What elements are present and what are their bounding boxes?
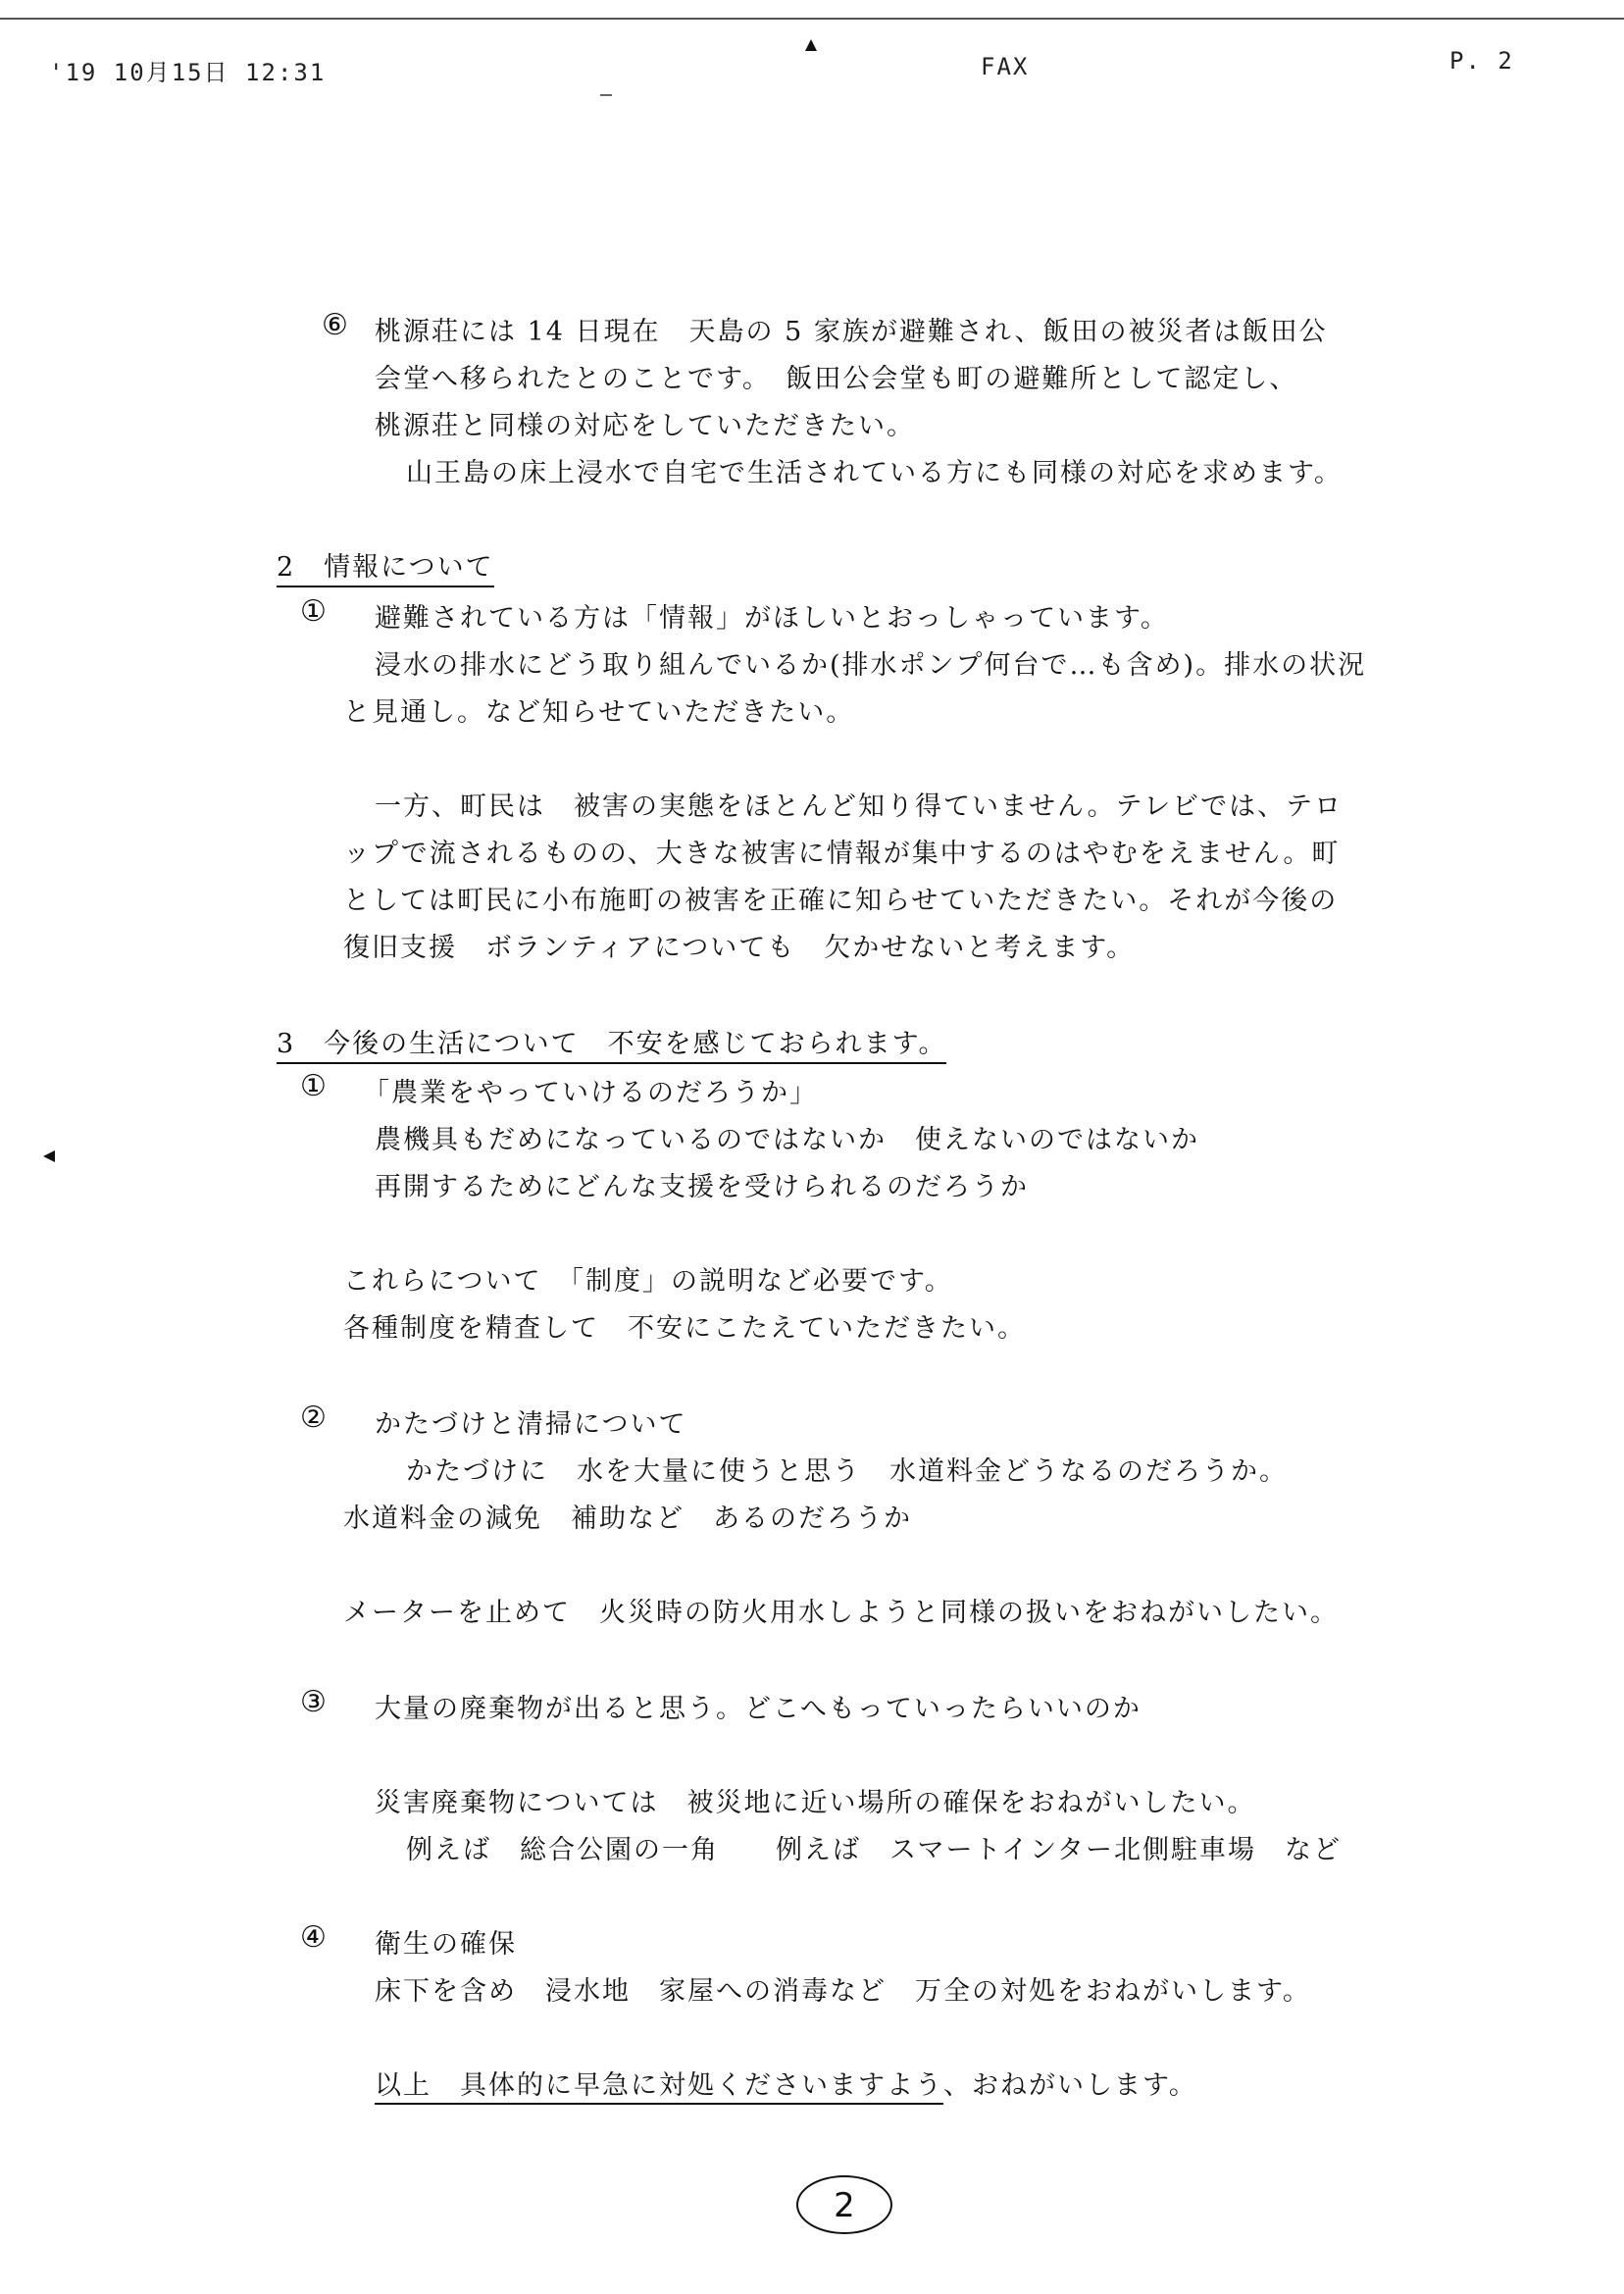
section2-item1-number: ① [300, 594, 327, 629]
section2-item1-line1: 避難されている方は「情報」がほしいとおっしゃっています。 [375, 603, 1169, 634]
section3-item1-line2: 農機具もだめになっているのではないか 使えないのではないか [375, 1125, 1199, 1155]
section2-item1-line2: 浸水の排水にどう取り組んでいるか(排水ポンプ何台で…も含め)。排水の状況 [375, 650, 1367, 681]
section3-item3-line3: 例えば 総合公園の一角 例えば スマートインター北側駐車場 など [406, 1835, 1343, 1865]
fax-label: FAX [981, 53, 1030, 80]
section3-item1-line3: 再開するためにどんな支援を受けられるのだろうか [375, 1172, 1029, 1202]
section2-item1-line3: と見通し。など知らせていただきたい。 [343, 697, 855, 728]
fax-datetime: '19 10月15日 12:31 [49, 59, 327, 86]
closing-underlined: 以上 具体的に早急に対処くださいますよう [375, 2070, 943, 2105]
item6-line4: 山王島の床上浸水で自宅で生活されている方にも同様の対応を求めます。 [406, 458, 1343, 488]
section3-heading: 3 今後の生活について 不安を感じておられます。 [277, 1022, 946, 1064]
fax-page-label: P. 2 [1449, 47, 1514, 75]
section3-item4-line1: 衛生の確保 [375, 1929, 517, 1960]
section3-item1-number: ① [300, 1069, 327, 1103]
section3-item1-line1: 「農業をやっていけるのだろうか」 [363, 1078, 818, 1108]
section2-heading: 2 情報について [277, 545, 494, 587]
scan-mark [600, 94, 612, 96]
section2-para-line3: としては町民に小布施町の被害を正確に知らせていただきたい。それが今後の [343, 886, 1339, 916]
item6-number: ⑥ [322, 308, 348, 342]
section2-para-line2: ップで流されるものの、大きな被害に情報が集中するのはやむをえません。町 [343, 839, 1341, 869]
section3-item2-line1: かたづけと清掃について [375, 1409, 687, 1440]
item6-line2: 会堂へ移られたとのことです。 飯田公会堂も町の避難所として認定し、 [375, 364, 1298, 394]
section3-item2-line4: メーターを止めて 火災時の防火用水しようと同様の扱いをおねがいしたい。 [343, 1598, 1339, 1628]
item6-line1: 桃源荘には 14 日現在 天島の 5 家族が避難され、飯田の被災者は飯田公 [375, 317, 1328, 347]
item6-line3: 桃源荘と同様の対応をしていただきたい。 [375, 411, 915, 441]
section3-item2-line2: かたづけに 水を大量に使うと思う 水道料金どうなるのだろうか。 [406, 1456, 1288, 1487]
section3-item3-line1: 大量の廃棄物が出ると思う。どこへもっていったらいいのか [375, 1694, 1142, 1724]
section3-item3-number: ③ [300, 1685, 327, 1719]
page-number-circle: 2 [796, 2175, 892, 2234]
closing-rest: 、おねがいします。 [943, 2070, 1197, 2101]
section3-item3-line2: 災害廃棄物については 被災地に近い場所の確保をおねがいしたい。 [375, 1788, 1256, 1818]
section3-item4-line2: 床下を含め 浸水地 家屋への消毒など 万全の対処をおねがいします。 [375, 1976, 1311, 2007]
registration-mark-top [805, 39, 817, 51]
fax-header-rule [0, 18, 1624, 20]
section3-item1-line4: これらについて 「制度」の説明など必要です。 [343, 1266, 953, 1297]
section2-para-line4: 復旧支援 ボランティアについても 欠かせないと考えます。 [343, 933, 1136, 963]
section3-item2-line3: 水道料金の減免 補助など あるのだろうか [343, 1504, 912, 1534]
section3-item1-line5: 各種制度を精査して 不安にこたえていただきたい。 [343, 1313, 1026, 1344]
section2-para-line1: 一方、町民は 被害の実態をほとんど知り得ていません。テレビでは、テロ [375, 791, 1344, 822]
section3-item2-number: ② [300, 1401, 327, 1435]
section3-item4-number: ④ [300, 1920, 327, 1955]
closing-line [375, 2064, 1197, 2102]
registration-mark-left [43, 1150, 55, 1162]
